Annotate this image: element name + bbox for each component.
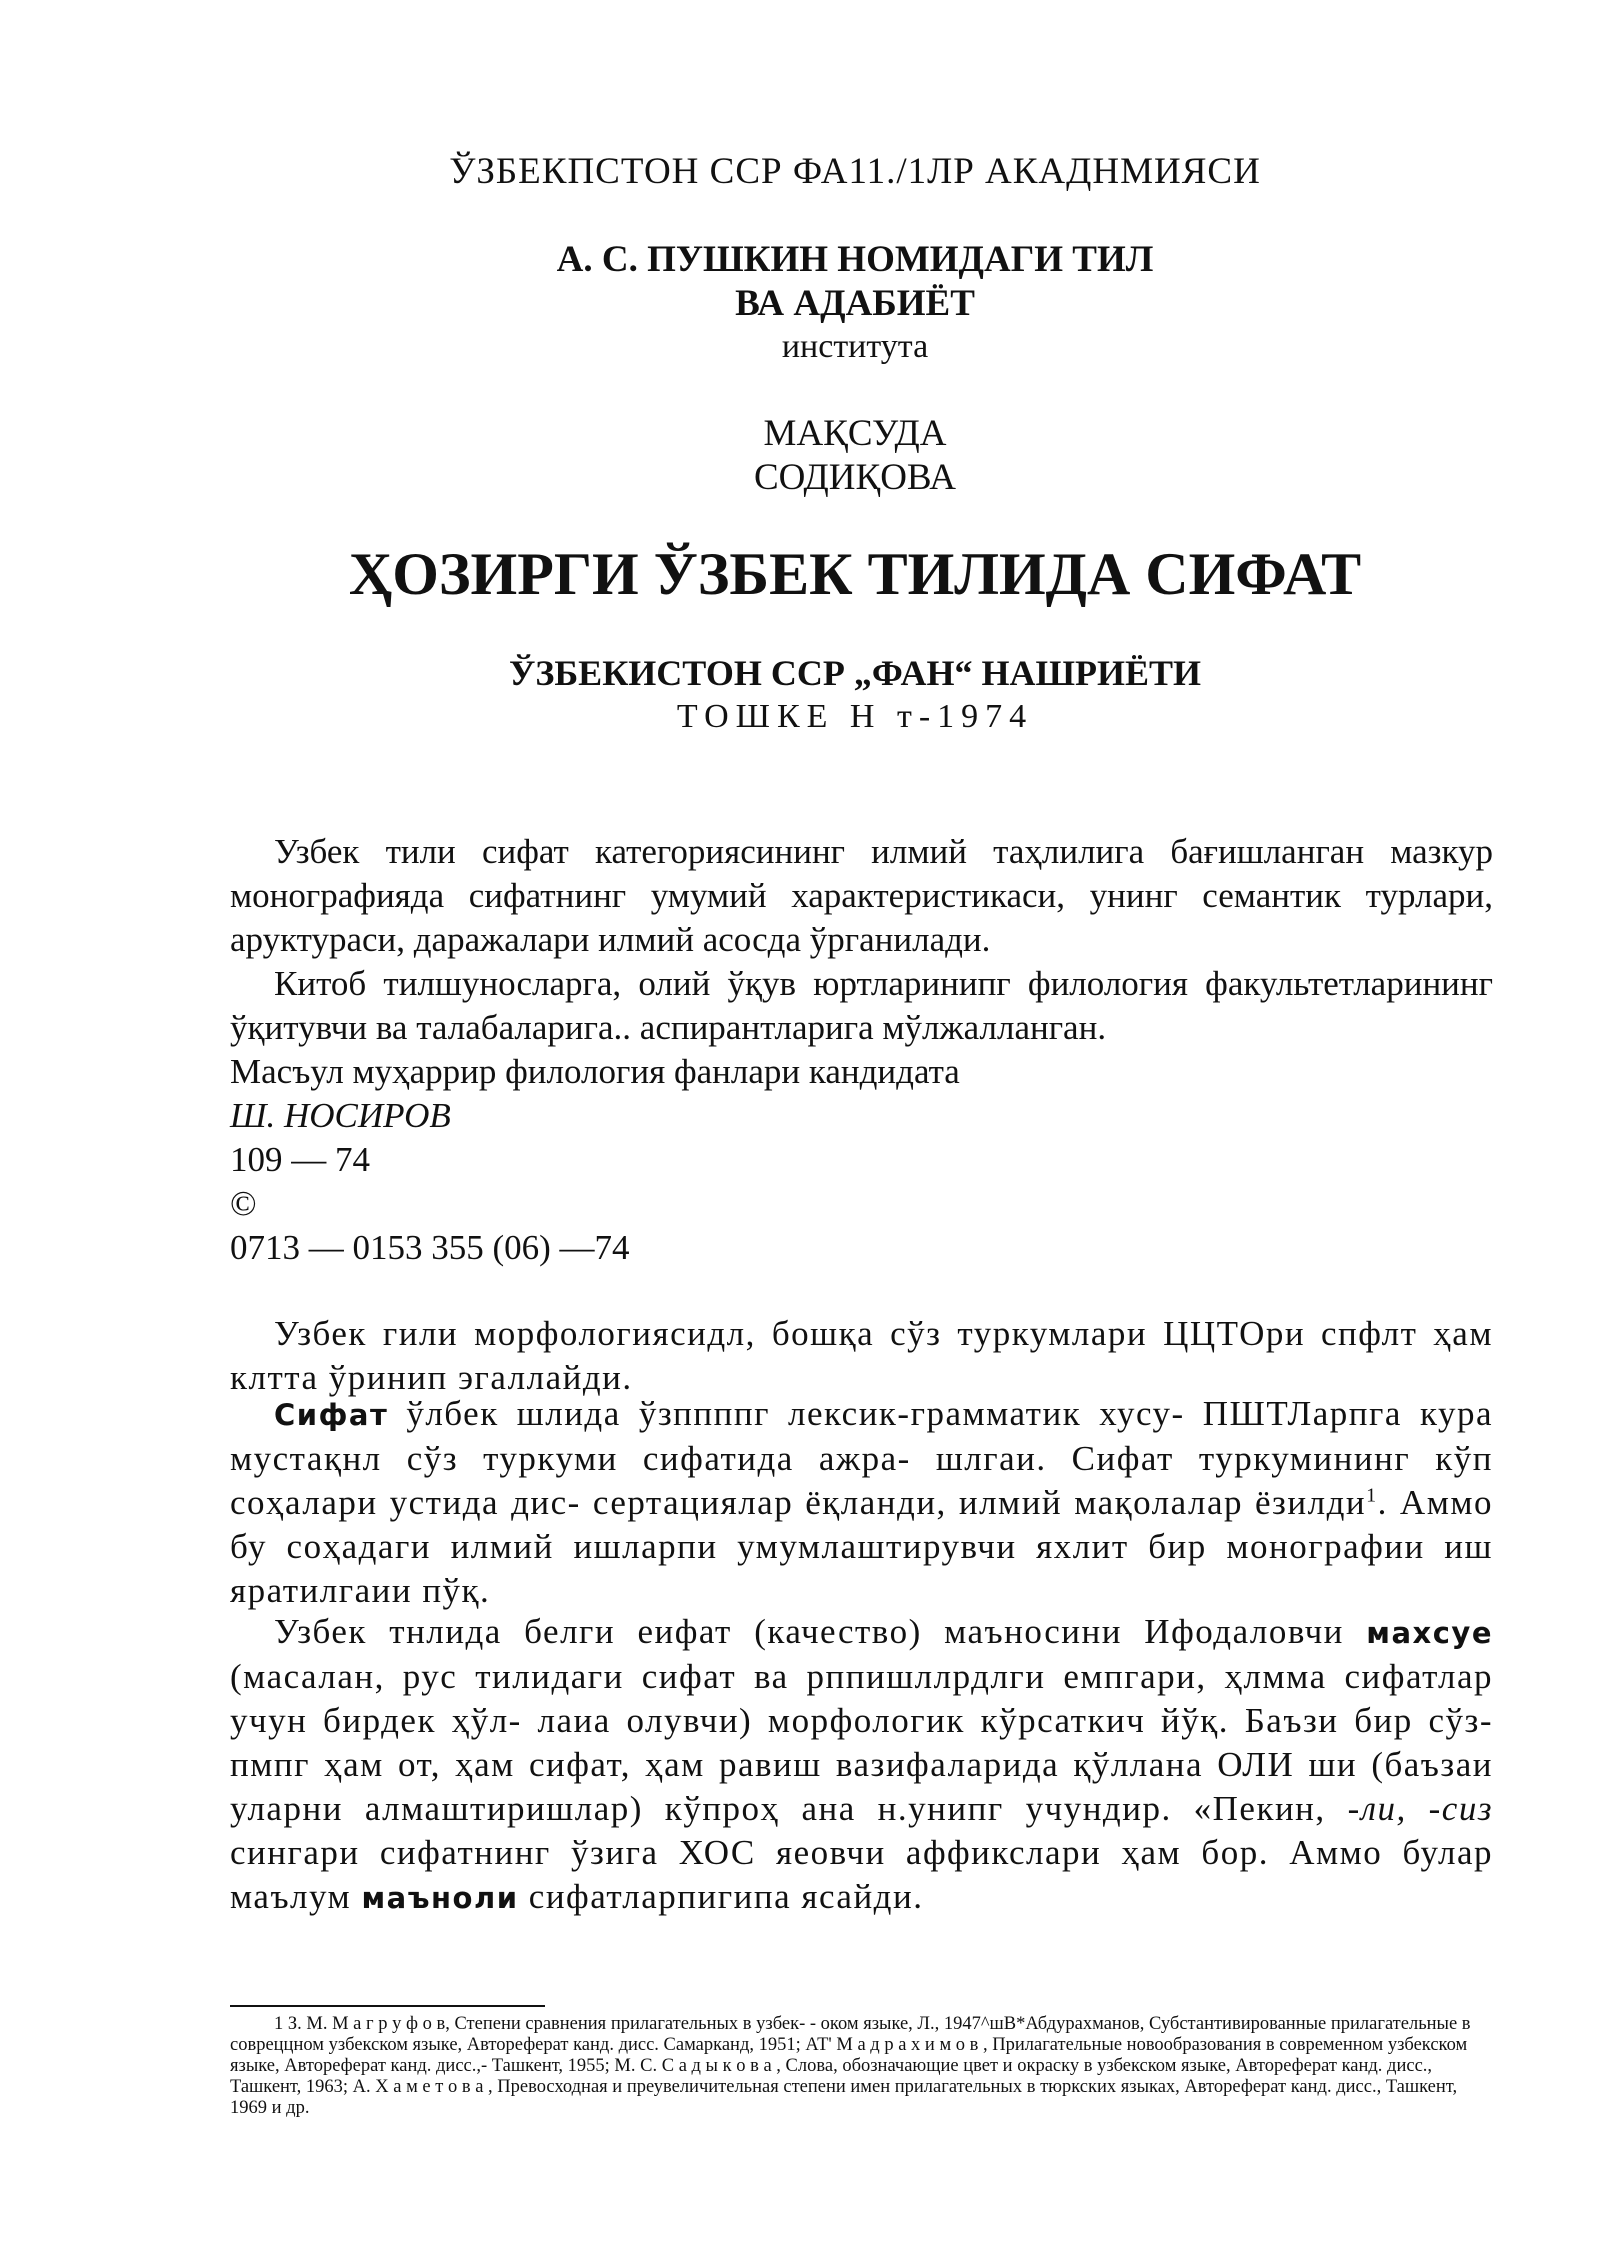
institute-line-1: А. С. ПУШКИН НОМИДАГИ ТИЛ xyxy=(556,239,1154,280)
copyright-sign: © xyxy=(230,1184,257,1223)
academy-name: ЎЗБЕКПСТОН ССР ФА11./1ЛР АКАДНМИЯСИ xyxy=(449,151,1261,192)
italic-affixes: -ли, -сиз xyxy=(1347,1789,1493,1828)
main-text-paragraph-3 xyxy=(230,1610,1493,1920)
publisher-name: ЎЗБЕКИСТОН ССР „ФАН“ НАШРИЁТИ xyxy=(508,653,1202,693)
bold-term-sifat: Сифат xyxy=(274,1398,389,1432)
annotation-paragraph-2: Китоб тилшуносларга, олий ўқув юртларинипг филология факультетларининг ўқитувчи ва талабаларига.. аспирантларига мўлжалланган. xyxy=(230,964,1493,1047)
footnote-text: 1 З. М. М а г р у ф о в, Степени сравнения прилагательных в узбек- - оком языке, Л., 1947^шВ*Абдурахманов, Субстантивированные прилагательные в совреццном узбекском языке, Автореферат канд. дисс. Самарканд, 1951; АТ' М а д р а х и м о в , Прилагательные новообразования в современном узбекском языке, Автореферат канд. дисс.,- Ташкент, 1955; М. С. С а д ы к о в а , Слова, обозначающие цвет и окраску в узбекском языке, Автореферат канд. дисс., Ташкент, 1963; А. Х а м е т о в а , Превосходная и преувеличительная степени имен прилагательных в тюркских языках, Автореферат канд. дисс., Ташкент, 1969 и др. xyxy=(230,2014,1471,2118)
institute-line-2: ВА АДАБИЁТ xyxy=(735,283,975,324)
annotation-paragraph-1: Узбек тили сифат категориясининг илмий таҳлилига бағишланган мазкур монографияда сифатнинг умумий характеристикаси, унинг семантик турлари, аруктураси, даражалари илмий асосда ўрганилади. xyxy=(230,832,1493,959)
catalog-code-1: 109 — 74 xyxy=(230,1140,370,1179)
bold-term-maxsus: махсуе xyxy=(1366,1616,1493,1650)
author-first-name: МАҚСУДА xyxy=(763,413,947,454)
institute-line-3: института xyxy=(781,328,929,365)
paragraph-3-part-d: сифатларпигипа ясайди. xyxy=(518,1877,924,1916)
author-last-name: СОДИҚОВА xyxy=(754,457,956,498)
paragraph-3-part-a: Узбек тнлида белги еифат (качество) маъносини Ифодаловчи xyxy=(274,1612,1367,1651)
editor-label: Масъул муҳаррир филология фанлари кандидата xyxy=(230,1052,960,1091)
annotation-block xyxy=(230,830,1493,1270)
main-text-paragraph-3-block xyxy=(230,1610,1493,1920)
paragraph-2-text: ўлбек шлида ўзппппг лексик-грамматик хусу- ПШТЛарпга кура мустақнл сўз туркуми сифатида ажра- шлгаи. Сифат туркумининг кўп соҳалари устида дис- сертациялар ёқланди, илмий мақолалар ёзилди xyxy=(230,1394,1493,1522)
footnote-marker[interactable]: 1 xyxy=(1366,1484,1378,1507)
paragraph-3-part-c: сингари сифатнинг ўзига ХОС яеовчи аффикслари ҳам бор. Аммо булар маълум xyxy=(230,1833,1493,1916)
footnote-divider xyxy=(230,2005,545,2007)
city-year: ТОШКЕ Н т-1974 xyxy=(676,698,1034,735)
bold-term-manoli: маъноли xyxy=(361,1881,519,1915)
catalog-code-2: 0713 — 0153 355 (06) —74 xyxy=(230,1228,630,1267)
main-text-paragraph-1-block xyxy=(230,1312,1493,1400)
book-title: ҲОЗИРГИ ЎЗБЕК ТИЛИДА СИФАТ xyxy=(348,541,1362,607)
main-text-paragraph-2 xyxy=(230,1392,1493,1613)
main-text-paragraph-1: Узбек гили морфологиясидл, бошқа сўз туркумлари ЦЦТОри спфлт ҳам клтта ўринип эгаллайди. xyxy=(230,1314,1493,1397)
paragraph-2-end: . Аммо бу соҳадаги илмий ишларпи умумлаштирувчи яхлит бир монографии иш яратилгаии пўқ. xyxy=(230,1483,1493,1610)
main-text-paragraph-2-block xyxy=(230,1392,1493,1613)
editor-name: Ш. НОСИРОВ xyxy=(230,1096,451,1135)
paragraph-3-part-b: (масалан, рус тилидаги сифат ва рппишллрдлги емпгари, ҳлмма сифатлар учун бирдек ҳўл- лаиа олувчи) морфологик кўрсаткич йўқ. Баъзи бир сўз- пмпг ҳам от, ҳам сифат, ҳам равиш вазифаларида қўллана ОЛИ ши (баъзаи уларни алмаштиришлар) кўпроҳ ана н.унипг учундир. «Пекин, xyxy=(230,1657,1493,1828)
